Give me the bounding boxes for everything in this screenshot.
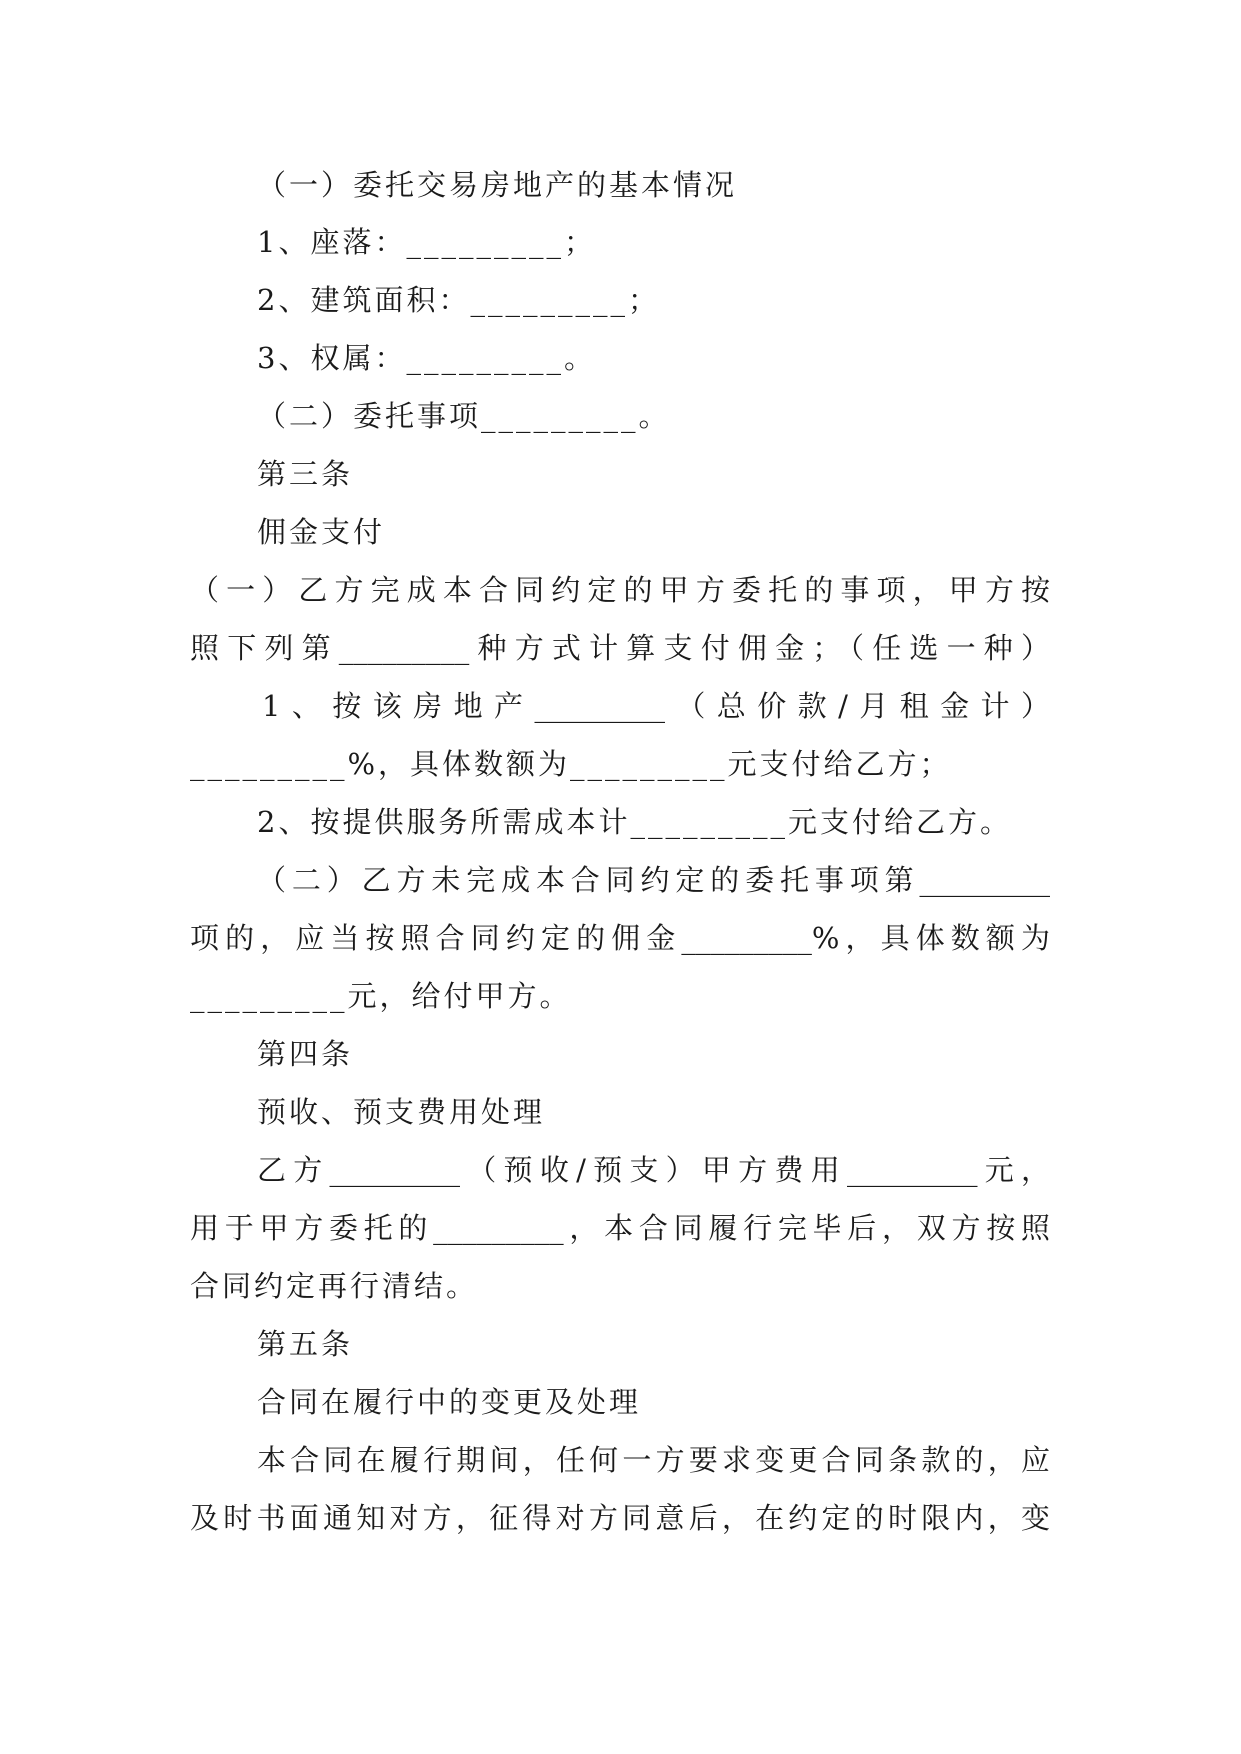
article-3-title: 第三条 [257,457,354,491]
paragraph-line: （二）乙方未完成本合同约定的委托事项第_________ [257,863,1050,897]
article-4-title: 第四条 [257,1037,354,1071]
field-location: 1、座落：_________； [257,225,596,259]
paragraph-line: 照下列第_________种方式计算支付佣金；（任选一种） [190,631,1050,665]
field-floor-area: 2、建筑面积：_________； [257,283,660,317]
article-3-heading: 佣金支付 [257,515,386,549]
paragraph-line: 合同约定再行清结。 [190,1269,479,1303]
paragraph-line: 及时书面通知对方，征得对方同意后，在约定的时限内，变 [190,1501,1050,1535]
paragraph-line: 用于甲方委托的_________，本合同履行完毕后，双方按照 [190,1211,1050,1245]
paragraph-line: 1、按该房地产_________（总价款/月租金计） [262,689,1050,723]
paragraph-line: 本合同在履行期间，任何一方要求变更合同条款的，应 [257,1443,1050,1477]
article-4-heading: 预收、预支费用处理 [257,1095,546,1129]
section-heading-property-info: （一）委托交易房地产的基本情况 [257,168,738,202]
article-5-title: 第五条 [257,1327,354,1361]
article-5-heading: 合同在履行中的变更及处理 [257,1385,642,1419]
paragraph-line: 乙方_________（预收/预支）甲方费用_________元， [257,1153,1050,1187]
section-heading-entrusted-matters: （二）委托事项_________。 [257,399,671,433]
paragraph-line: _________元，给付甲方。 [190,979,572,1013]
paragraph-line: _________%，具体数额为_________元支付给乙方； [190,747,952,781]
field-ownership: 3、权属：_________。 [257,341,596,375]
paragraph-line: （一）乙方完成本合同约定的甲方委托的事项，甲方按 [190,573,1050,607]
paragraph-line: 项的，应当按照合同约定的佣金_________%，具体数额为 [190,921,1050,955]
paragraph-line: 2、按提供服务所需成本计_________元支付给乙方。 [257,805,1012,839]
